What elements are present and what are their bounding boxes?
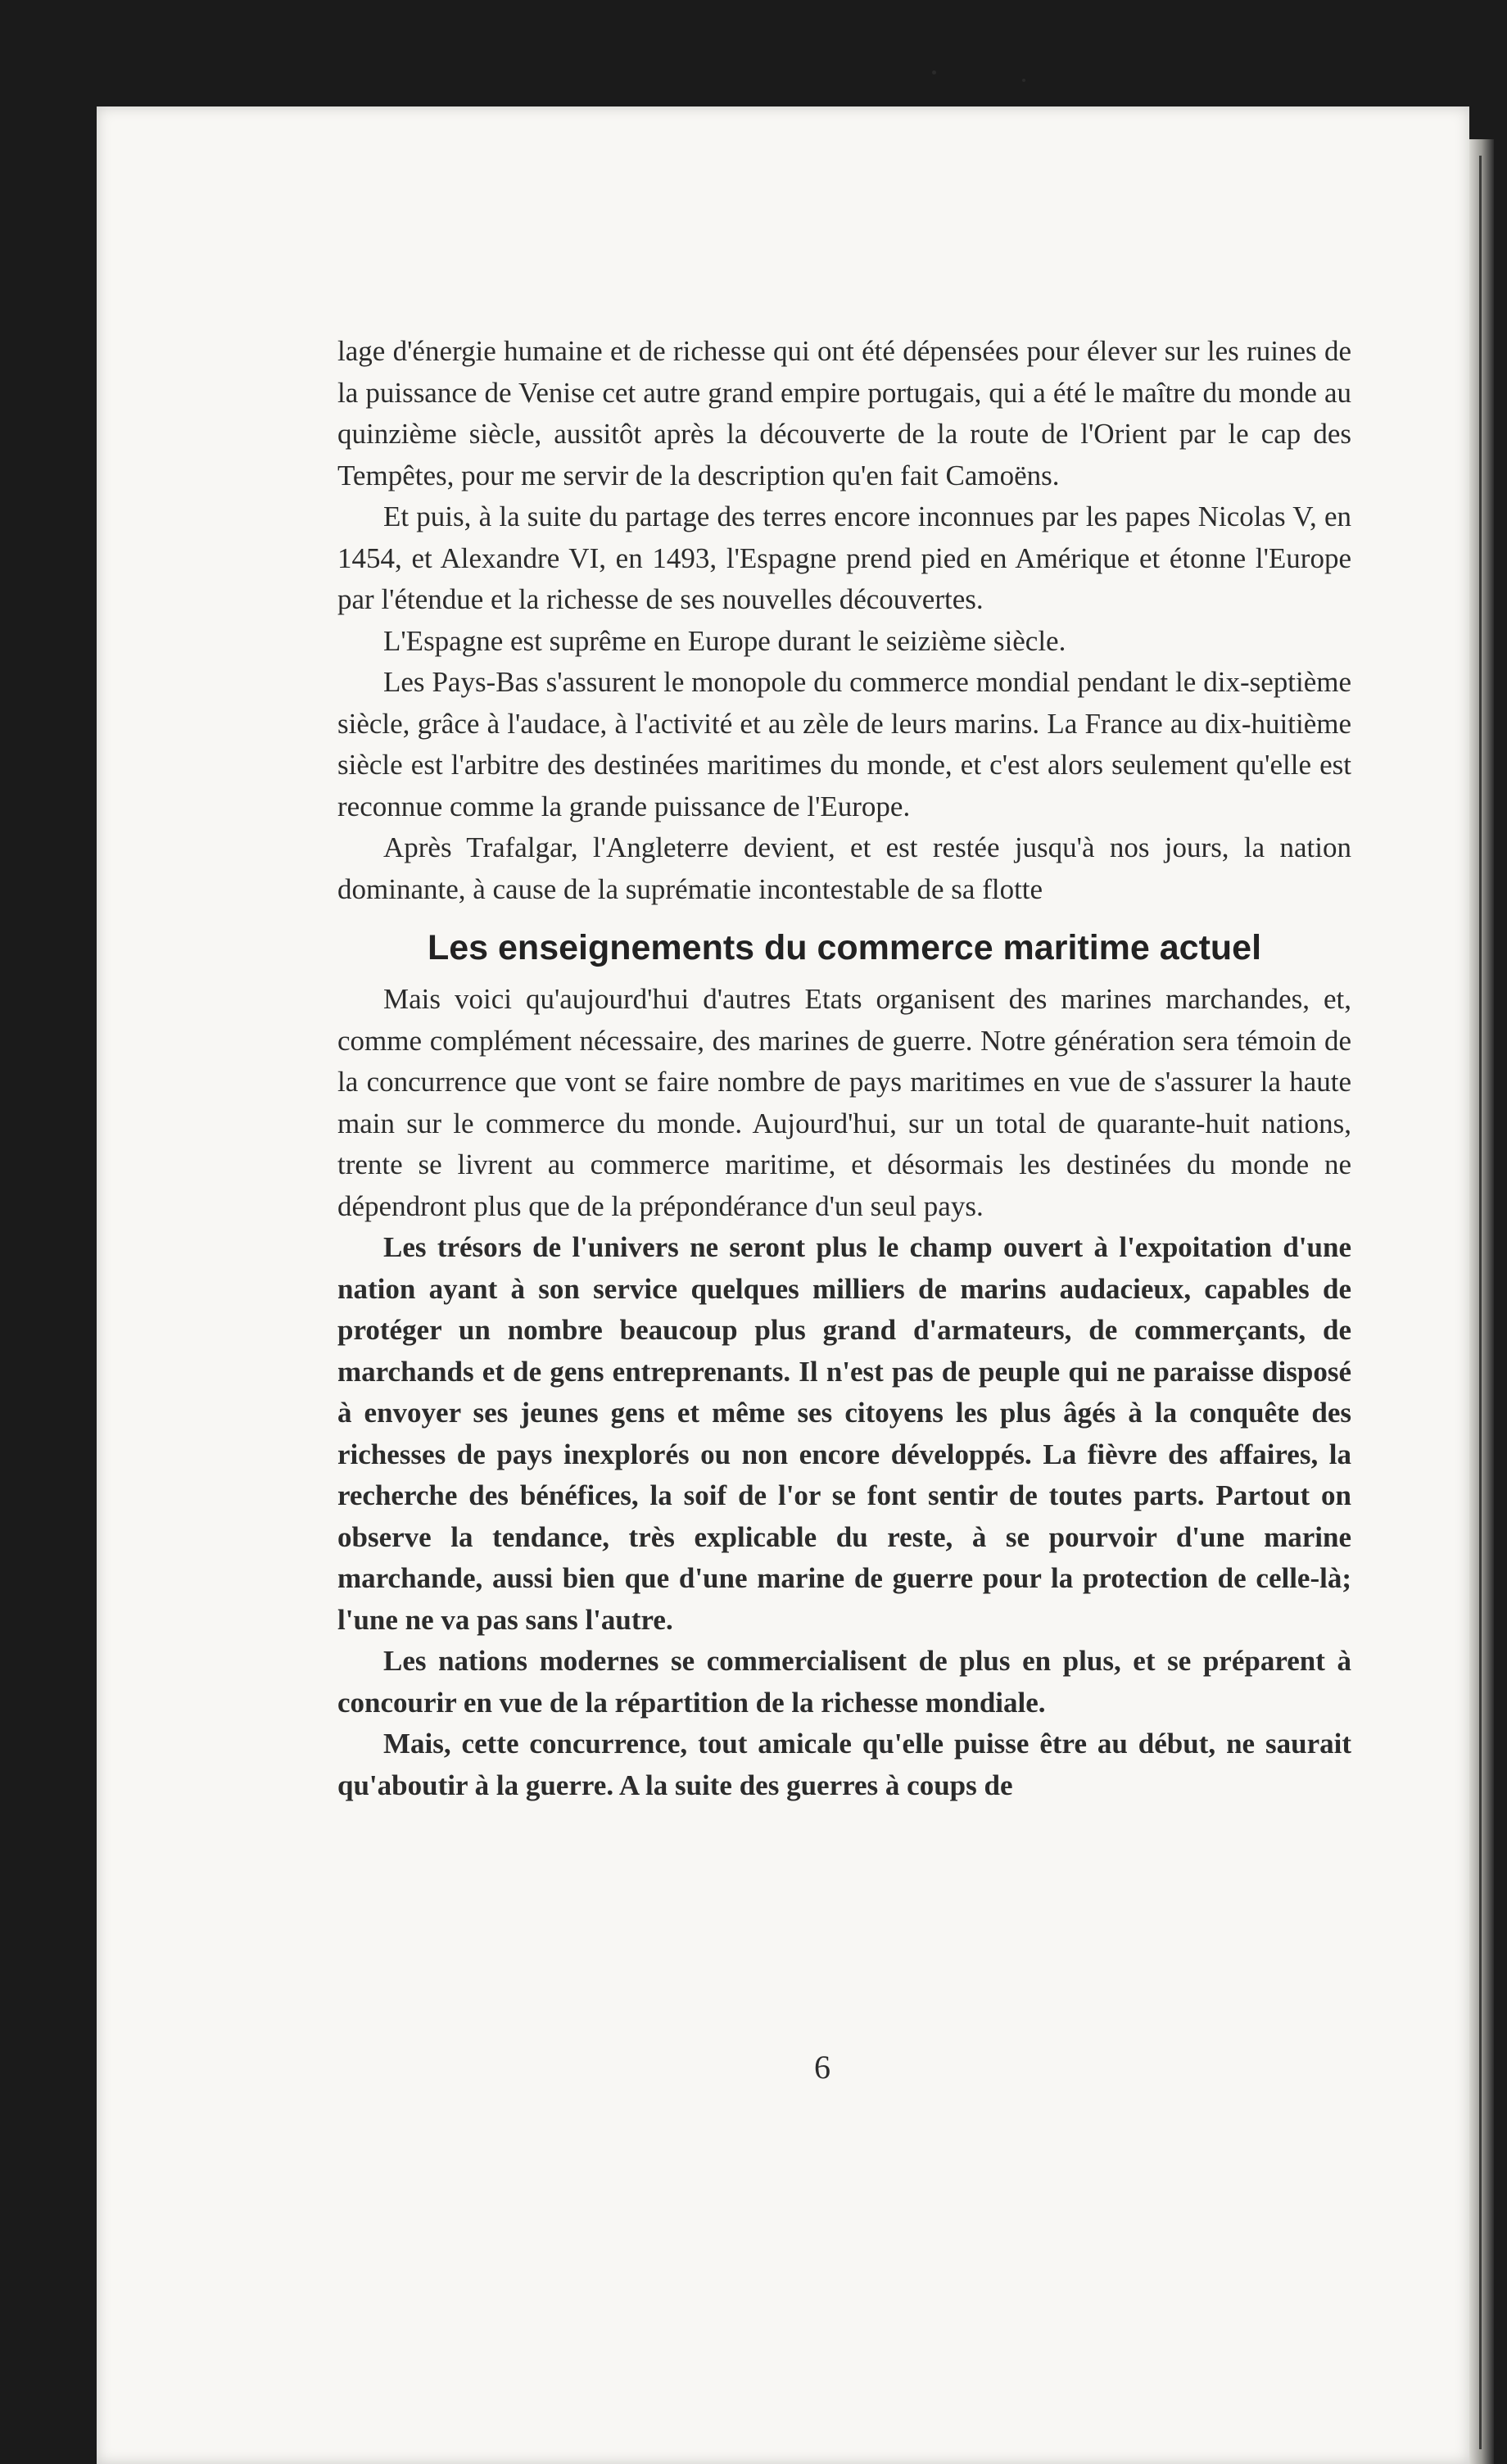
paragraph: L'Espagne est suprême en Europe durant le seizième siècle. (383, 624, 1066, 657)
binding-edge (1479, 156, 1482, 2449)
page-edge (1469, 139, 1494, 2464)
body-text (337, 331, 1351, 1806)
paragraph: Mais, cette concurrence, tout amicale qu'elle puisse être au début, ne saurait qu'aboutir à la guerre. A la suite des guerres à coups de (337, 1728, 1351, 1801)
paragraph: lage d'énergie humaine et de richesse qui ont été dépensées pour élever sur les ruines de la puissance de Venise cet autre grand empire portugais, qui a été le maître du monde au quinzième siècle, aussitôt après la découverte de la route de l'Orient par le cap des Tempêtes, pour me servir de la description qu'en fait Camoëns. (337, 335, 1351, 491)
paragraph: Les Pays-Bas s'assurent le monopole du commerce mondial pendant le dix-septième siècle, grâce à l'audace, à l'activité et au zèle de leurs marins. La France au dix-huitième siècle est l'arbitre des destinées maritimes du monde, et c'est alors seulement qu'elle est reconnue comme la grande puissance de l'Europe. (337, 666, 1351, 822)
paragraph: Mais voici qu'aujourd'hui d'autres Etats organisent des marines marchandes, et, comme complément nécessaire, des marines de guerre. Notre génération sera témoin de la concurrence que vont se faire nombre de pays maritimes en vue de s'assurer la haute main sur le commerce du monde. Aujourd'hui, sur un total de quarante-huit nations, trente se livrent au commerce maritime, et désormais les destinées du monde ne dépendront plus que de la prépondérance d'un seul pays. (337, 983, 1351, 1222)
scan-speck (932, 70, 936, 75)
page-number: 6 (814, 2049, 830, 2086)
paragraph: Après Trafalgar, l'Angleterre devient, et est restée jusqu'à nos jours, la nation dominante, à cause de la suprématie incontestable de sa flotte (337, 831, 1351, 905)
paragraphs-after-heading (337, 979, 1351, 1806)
scan-speck (1022, 79, 1025, 82)
paragraph: Et puis, à la suite du partage des terres encore inconnues par les papes Nicolas V, en 1454, et Alexandre VI, en 1493, l'Espagne prend pied en Amérique et étonne l'Europe par l'étendue et la richesse de ses nouvelles découvertes. (337, 500, 1351, 615)
section-heading: Les enseignements du commerce maritime actuel (427, 928, 1262, 967)
paragraph: Les nations modernes se commercialisent de plus en plus, et se préparent à concourir en vue de la répartition de la richesse mondiale. (337, 1645, 1351, 1719)
paragraph: Les trésors de l'univers ne seront plus le champ ouvert à l'expoitation d'une nation ayant à son service quelques milliers de marins audacieux, capables de protéger un nombre beaucoup plus grand d'armateurs, de commerçants, de marchands et de gens entreprenants. Il n'est pas de peuple qui ne paraisse disposé à envoyer ses jeunes gens et même ses citoyens les plus âgés à la conquête des richesses de pays inexplorés ou non encore développés. La fièvre des affaires, la recherche des bénéfices, la soif de l'or se font sentir de toutes parts. Partout on observe la tendance, très explicable du reste, à se pourvoir d'une marine marchande, aussi bien que d'une marine de guerre pour la protection de celle-là; l'une ne va pas sans l'autre. (337, 1231, 1351, 1636)
paragraphs-before-heading (337, 331, 1351, 910)
